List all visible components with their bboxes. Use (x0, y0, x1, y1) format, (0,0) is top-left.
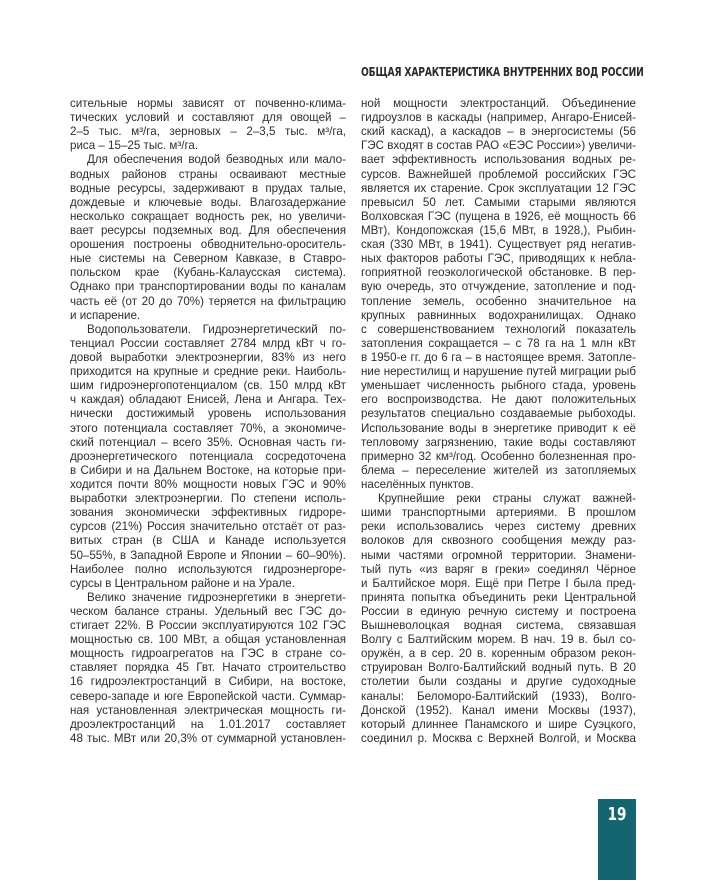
text-line: ходится почти 80% мощности новых ГЭС и 90% (70, 477, 346, 491)
text-line: в Сибири и на Дальнем Востоке, на которые при- (70, 463, 346, 477)
text-line: который длиннее Панамского и шире Суэцкого, (361, 717, 636, 731)
text-line: принята попытка объединить реки Центральной (361, 590, 636, 604)
right-text-column (361, 97, 636, 746)
text-line: выработки электроэнергии. По степени исполь- (70, 492, 346, 506)
text-line: Использование воды в энергетике приводит к её (361, 421, 636, 435)
text-line: этого потенциала составляет 70%, а экономиче- (70, 421, 346, 435)
text-line: в 1950-е гг. до 6 га – в настоящее время. Затопле- (361, 350, 636, 364)
text-line: тый путь «из варяг в греки» соединял Чёрное (361, 562, 636, 576)
text-line: сурсов. Важнейшей проблемой российских ГЭС (361, 167, 636, 181)
text-line: северо-западе и юге Европейской части. Суммар- (70, 689, 346, 703)
running-header: ОБЩАЯ ХАРАКТЕРИСТИКА ВНУТРЕННИХ ВОД РОССИИ (361, 64, 644, 79)
text-line: ческом балансе страны. Удельный вес ГЭС до- (70, 604, 346, 618)
text-line: вает ресурсы подземных вод. Для обеспечения (70, 223, 346, 237)
text-line: реки использовались через систему древних (361, 520, 636, 534)
text-line: гоприятной геоэкологической обстановке. В пер- (361, 266, 636, 280)
text-line: блема – переселение жителей из затопляемых (361, 463, 636, 477)
text-line: соединил р. Москва с Верхней Волгой, и Москва (361, 731, 636, 745)
text-line: является их старение. Срок эксплуатации 12 ГЭС (361, 181, 636, 195)
text-line: Волгу с Балтийским морем. В нач. 19 в. был со- (361, 633, 636, 647)
text-line: гидроузлов в каскады (например, Ангаро-Енисей- (361, 111, 636, 125)
text-line: польском крае (Кубань-Калаусская система). (70, 266, 346, 280)
text-line: ние нерестилищ и нарушение путей миграции рыб (361, 365, 636, 379)
text-line: ГЭС входят в состав РАО «ЕЭС России») увеличи- (361, 139, 636, 153)
text-line: с совершенствованием технологий показатель (361, 322, 636, 336)
text-line: дроэнергетического потенциала сосредоточена (70, 449, 346, 463)
text-line: Вышневолоцкая водная система, связавшая (361, 619, 636, 633)
text-line: Донской (1952). Канал имени Москвы (1937), (361, 703, 636, 717)
text-line: сурсов (21%) Россия значительно отстаёт от раз- (70, 520, 346, 534)
text-line: струирован Волго-Балтийский водный путь. В 20 (361, 661, 636, 675)
text-line: 50–55%, в Западной Европе и Японии – 60–90%). (70, 548, 346, 562)
text-line: шими транспортными артериями. В прошлом (361, 506, 636, 520)
text-line: приходится на крупные и средние реки. Наиболь- (70, 365, 346, 379)
text-line: превысил 50 лет. Самыми старыми являются (361, 195, 636, 209)
text-line: топление земель, особенно значительное на (361, 294, 636, 308)
left-text-column (70, 97, 346, 746)
text-line: несколько сокращает водность рек, но увеличи- (70, 209, 346, 223)
text-line: 2–5 тыс. м³/га, зерновых – 2–3,5 тыс. м³/га, (70, 125, 346, 139)
text-line: волоков для сквозного сообщения между раз- (361, 534, 636, 548)
text-line: мощностью св. 100 МВт, а общая установленная (70, 633, 346, 647)
text-line: вает эффективность использования водных ре- (361, 153, 636, 167)
text-line: стигает 22%. В России эксплуатируются 102 ГЭС (70, 619, 346, 633)
text-line: затопления сокращается – с 78 га на 1 млн кВт (361, 336, 636, 350)
text-line: ч каждая) обладают Енисей, Лена и Ангара. Тех- (70, 393, 346, 407)
text-line: ные системы на Северном Кавказе, в Ставро- (70, 252, 346, 266)
text-line: населённых пунктов. (361, 477, 474, 491)
text-line: примерно 32 км³/год. Особенно болезненная про- (361, 449, 636, 463)
text-line: нически достижимый уровень использования (70, 407, 346, 421)
text-line: 16 гидроэлектростанций в Сибири, на востоке, (70, 675, 346, 689)
text-line: России в единую речную систему и построена (361, 604, 636, 618)
text-line: сурсы в Центральном районе и на Урале. (70, 576, 295, 590)
text-line: сительные нормы зависят от почвенно-клима- (70, 97, 346, 110)
text-line: витых стран (в США и Канаде используется (70, 534, 346, 548)
text-line: ной мощности электростанций. Объединение (361, 97, 636, 110)
text-line: 48 тыс. МВт или 20,3% от суммарной установлен- (70, 731, 346, 745)
text-line: риса – 15–25 тыс. м³/га. (70, 139, 199, 153)
text-line: дождевые и ключевые воды. Влагозадержание (70, 195, 346, 209)
text-line: и испарение. (70, 308, 141, 322)
text-line: тенциал России составляет 2784 млрд кВт ч го- (70, 336, 346, 350)
text-line: уменьшает численность рыбного стада, уровень (361, 379, 636, 393)
text-line: тических условий и составляют для овощей – (70, 111, 346, 125)
text-line: тепловому загрязнению, такие воды составляют (361, 435, 636, 449)
page-number-tab (598, 799, 636, 880)
text-line: МВт), Кондопожская (15,6 МВт, в 1928,), Рыбин- (361, 223, 636, 237)
text-line: водных районов страны осваивают местные (70, 167, 346, 181)
text-line: ными частями огромной территории. Знамени- (361, 548, 636, 562)
text-line: орошения построены обводнительно-ороситель- (70, 238, 346, 252)
text-line: Водопользователи. Гидроэнергетический по- (87, 322, 346, 336)
text-line: шим гидроэнергопотенциалом (св. 150 млрд кВт (70, 379, 346, 393)
text-line: ная установленная электрическая мощность ги- (70, 703, 346, 717)
text-line: довой выработки электроэнергии, 83% из него (70, 350, 346, 364)
text-line: каналы: Беломоро-Балтийский (1933), Волго- (361, 689, 636, 703)
text-line: часть её (от 20 до 70%) теряется на фильтрацию (70, 294, 346, 308)
text-line: оружён, а в сер. 20 в. коренным образом рекон- (361, 647, 636, 661)
text-line: Для обеспечения водой безводных или мало- (87, 153, 346, 167)
page-number: 19 (607, 804, 627, 825)
text-line: Велико значение гидроэнергетики в энергети- (87, 590, 346, 604)
text-line: результатов специально создаваемые рыбоходы. (361, 407, 636, 421)
text-line: Однако при транспортировании воды по каналам (70, 280, 346, 294)
text-line: Крупнейшие реки страны служат важней- (378, 492, 636, 506)
text-line: ский каскад), а каскадов – в энергосистемы (56 (361, 125, 636, 139)
text-line: и Балтийское моря. Ещё при Петре I была пред- (361, 576, 636, 590)
text-line: крупных равнинных водохранилищах. Однако (361, 308, 636, 322)
text-line: дроэлектростанций на 1.01.2017 составляет (70, 717, 346, 731)
text-line: Волховская ГЭС (пущена в 1926, её мощность 66 (361, 209, 636, 223)
text-line: вую очередь, это отчуждение, затопление и под- (361, 280, 636, 294)
text-line: ский потенциал – всего 35%. Основная часть ги- (70, 435, 346, 449)
text-line: мощность гидроагрегатов на ГЭС в стране со- (70, 647, 346, 661)
text-line: Наиболее полно используются гидроэнергоре- (70, 562, 346, 576)
text-line: столетии были созданы и другие судоходные (361, 675, 636, 689)
text-line: ставляет порядка 45 Гвт. Начато строительство (70, 661, 346, 675)
text-line: зования экономически эффективных гидроре- (70, 506, 346, 520)
text-line: ных факторов работы ГЭС, приводящих к небла- (361, 252, 636, 266)
text-line: ская (330 МВт, в 1941). Существует ряд негатив- (361, 238, 636, 252)
text-line: водные ресурсы, задерживают в прудах талые, (70, 181, 346, 195)
text-line: его воспроизводства. Не дают положительных (361, 393, 636, 407)
